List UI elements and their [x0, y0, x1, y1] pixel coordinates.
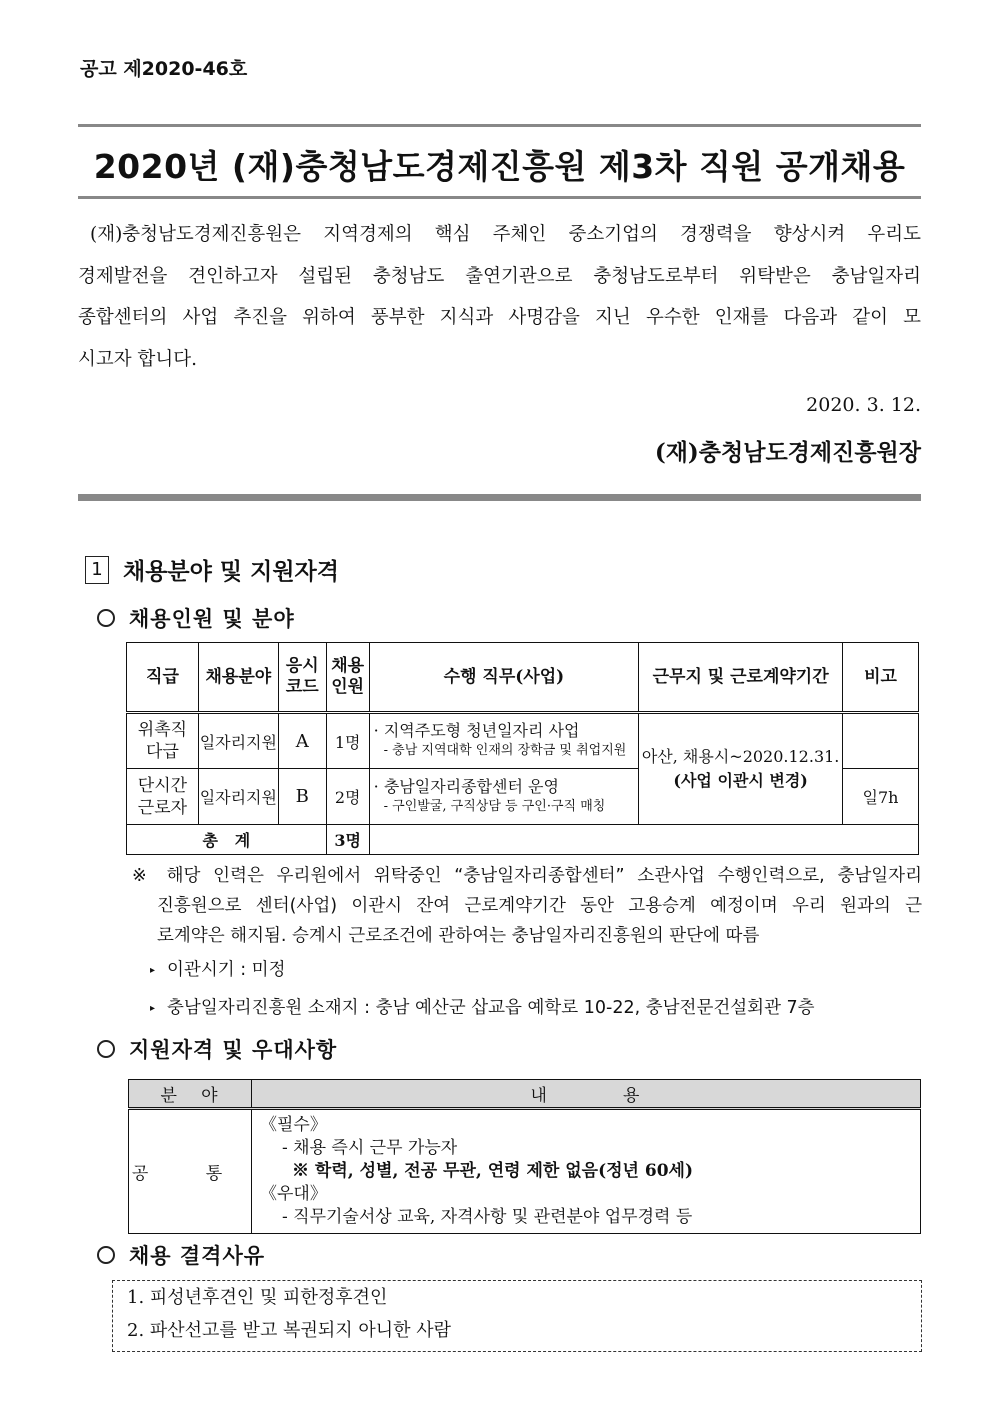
transfer-note: ※ 해당 인력은 우리원에서 위탁중인 “충남일자리종합센터” 소관사업 수행인력으로, 충남일자리 진흥원으로 센터(사업) 이관시 잔여 근로계약기간 동안 고용승계 예정이며 우리 원과의 근 로계약은 해지됨. 승계시 근로조건에 관하여는 충남일자리진흥원의 판단에 따름	[132, 866, 922, 946]
page-title: 2020년 (재)충청남도경제진흥원 제3차 직원 공개채용	[93, 147, 906, 186]
table-row	[129, 1109, 921, 1234]
total-label: 총 계	[127, 825, 327, 855]
table-total-row	[127, 825, 919, 855]
subsection-heading	[97, 603, 295, 633]
table-row	[127, 713, 919, 769]
triangle-bullet-icon: ▸	[150, 1002, 156, 1014]
header-place: 근무지 및 근로계약기간	[639, 643, 843, 713]
section-number-box: 1	[85, 556, 109, 584]
header-duty: 수행 직무(사업)	[369, 643, 639, 713]
circle-bullet-icon	[97, 1246, 115, 1264]
header-code: 응시 코드	[278, 643, 326, 713]
issuer-name: (재)충청남도경제진흥원장	[654, 439, 921, 466]
row-label: 공 통	[129, 1109, 252, 1234]
intro-paragraph	[78, 214, 921, 380]
cell-grade: 단시간 근로자	[127, 769, 199, 825]
cell-grade: 위촉직 다급	[127, 713, 199, 769]
circle-bullet-icon	[97, 609, 115, 627]
subsection-heading	[97, 1240, 265, 1270]
header-field: 채용분야	[198, 643, 278, 713]
bullet-item: ▸ 이관시기 : 미정	[150, 960, 286, 980]
subsection-title: 채용 결격사유	[129, 1243, 266, 1268]
intro-line: 종합센터의 사업 추진을 위하여 풍부한 지식과 사명감을 지닌 우수한 인재를 다음과 같이 모	[78, 307, 921, 328]
header-content: 내 용	[252, 1080, 921, 1109]
cell-duty: · 지역주도형 청년일자리 사업 - 충남 지역대학 인재의 장학금 및 취업지원	[369, 713, 639, 769]
qualification-table	[128, 1079, 921, 1234]
title-bottom-rule	[78, 196, 921, 199]
cell-code: A	[278, 713, 326, 769]
cell-code: B	[278, 769, 326, 825]
row-content: 《필수》 - 채용 즉시 근무 가능자 ※ 학력, 성별, 전공 무관, 연령 제한 없음(정년 60세) 《우대》 - 직무기술서상 교육, 자격사항 및 관련분야 업무경력 등	[252, 1109, 921, 1234]
cell-remark: 일7h	[843, 769, 919, 825]
cell-count: 1명	[326, 713, 369, 769]
header-count: 채용 인원	[326, 643, 369, 713]
table-header-row	[127, 643, 919, 713]
intro-line: 시고자 합니다.	[78, 348, 197, 370]
title-top-rule	[78, 124, 921, 127]
total-count: 3명	[326, 825, 369, 855]
intro-line: 경제발전을 견인하고자 설립된 충청남도 출연기관으로 충청남도로부터 위탁받은 충남일자리	[78, 265, 921, 287]
header-field: 분 야	[129, 1080, 252, 1109]
section-title: 채용분야 및 지원자격	[123, 559, 339, 585]
notice-number: 공고 제2020-46호	[80, 58, 248, 80]
header-grade: 직급	[127, 643, 199, 713]
notice-date: 2020. 3. 12.	[806, 394, 921, 416]
list-item: 2. 파산선고를 받고 복권되지 아니한 사람	[127, 1320, 451, 1341]
triangle-bullet-icon: ▸	[150, 964, 156, 976]
intro-line: (재)충청남도경제진흥원은 지역경제의 핵심 주체인 중소기업의 경쟁력을 향상시켜 우리도	[90, 224, 921, 245]
list-item: 1. 피성년후견인 및 피한정후견인	[127, 1287, 388, 1308]
disqualification-box	[112, 1280, 922, 1352]
cell-duty: · 충남일자리종합센터 운영 - 구인발굴, 구직상담 등 구인·구직 매칭	[369, 769, 639, 825]
cell-place: 아산, 채용시~2020.12.31. (사업 이관시 변경)	[639, 713, 843, 825]
cell-count: 2명	[326, 769, 369, 825]
cell-remark	[843, 713, 919, 769]
recruitment-table	[126, 642, 919, 855]
subsection-heading	[97, 1034, 337, 1064]
circle-bullet-icon	[97, 1040, 115, 1058]
section-1-heading	[85, 553, 339, 586]
subsection-title: 채용인원 및 분야	[129, 606, 295, 631]
cell-field: 일자리지원	[198, 713, 278, 769]
table-header-row	[129, 1080, 921, 1109]
subsection-title: 지원자격 및 우대사항	[129, 1037, 338, 1062]
header-divider	[78, 494, 921, 501]
cell-field: 일자리지원	[198, 769, 278, 825]
header-remark: 비고	[843, 643, 919, 713]
bullet-item: ▸ 충남일자리진흥원 소재지 : 충남 예산군 삽교읍 예학로 10-22, 충남전문건설회관 7층	[150, 998, 815, 1018]
total-empty	[369, 825, 918, 855]
